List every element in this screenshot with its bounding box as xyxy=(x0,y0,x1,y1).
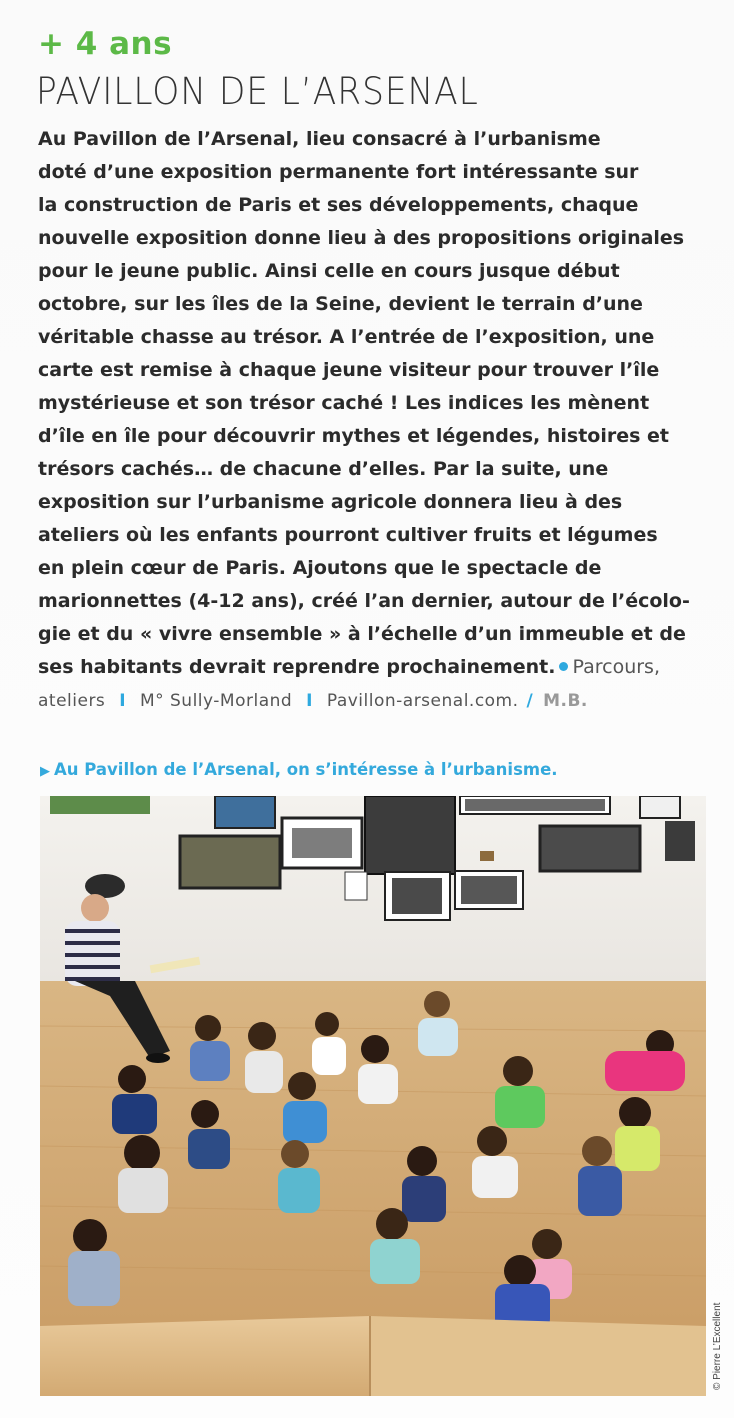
museum-photo xyxy=(40,796,706,1396)
author-slash: / xyxy=(526,691,534,711)
bullet-dot-icon xyxy=(559,662,568,671)
info-metro: M° Sully-Morland xyxy=(139,691,293,711)
body-line: octobre, sur les îles de la Seine, devient le terrain d’une xyxy=(38,293,643,315)
body-line: véritable chasse au trésor. A l’entrée de l’exposition, une xyxy=(38,326,655,348)
body-line: nouvelle exposition donne lieu à des propositions originales xyxy=(38,227,685,249)
photo-illustration xyxy=(40,796,706,1396)
info-website: Pavillon-arsenal.com. xyxy=(326,691,519,711)
photo-caption xyxy=(40,757,558,783)
body-line: en plein cœur de Paris. Ajoutons que le spectacle de xyxy=(38,557,602,579)
age-label: + 4 ans xyxy=(38,26,173,62)
body-line: Au Pavillon de l’Arsenal, lieu consacré à l’urbanisme xyxy=(38,128,601,150)
body-line: gie et du « vivre ensemble » à l’échelle d’un immeuble et de xyxy=(38,623,686,645)
info-activity: ateliers xyxy=(38,691,106,711)
body-line: la construction de Paris et ses développements, chaque xyxy=(38,194,639,216)
body-line: d’île en île pour découvrir mythes et légendes, histoires et xyxy=(38,425,670,447)
body-line: pour le jeune public. Ainsi celle en cours jusque début xyxy=(38,260,620,282)
photo-credit: © Pierre L’Excellent xyxy=(712,1302,723,1390)
info-intro: Parcours, xyxy=(572,656,660,678)
body-last-sentence: ses habitants devrait reprendre prochainement. xyxy=(38,656,556,678)
practical-info xyxy=(38,686,588,716)
article-body xyxy=(38,123,708,684)
body-line: exposition sur l’urbanisme agricole donnera lieu à des xyxy=(38,491,623,513)
play-arrow-icon: ▶ xyxy=(40,764,50,779)
separator: I xyxy=(119,691,127,711)
body-line: marionnettes (4-12 ans), créé l’an dernier, autour de l’écolo- xyxy=(38,590,690,612)
body-line: ateliers où les enfants pourront cultiver fruits et légumes xyxy=(38,524,658,546)
body-line: mystérieuse et son trésor caché ! Les indices les mènent xyxy=(38,392,650,414)
article-title: PAVILLON DE L’ARSENAL xyxy=(36,70,479,113)
body-line: doté d’une exposition permanente fort intéressante sur xyxy=(38,161,639,183)
caption-text: Au Pavillon de l’Arsenal, on s’intéresse à l’urbanisme. xyxy=(54,760,558,779)
body-last-line xyxy=(38,651,708,684)
body-line: carte est remise à chaque jeune visiteur pour trouver l’île xyxy=(38,359,660,381)
body-line: trésors cachés… de chacune d’elles. Par la suite, une xyxy=(38,458,609,480)
separator: I xyxy=(306,691,313,711)
author-initials: M.B. xyxy=(543,691,588,711)
